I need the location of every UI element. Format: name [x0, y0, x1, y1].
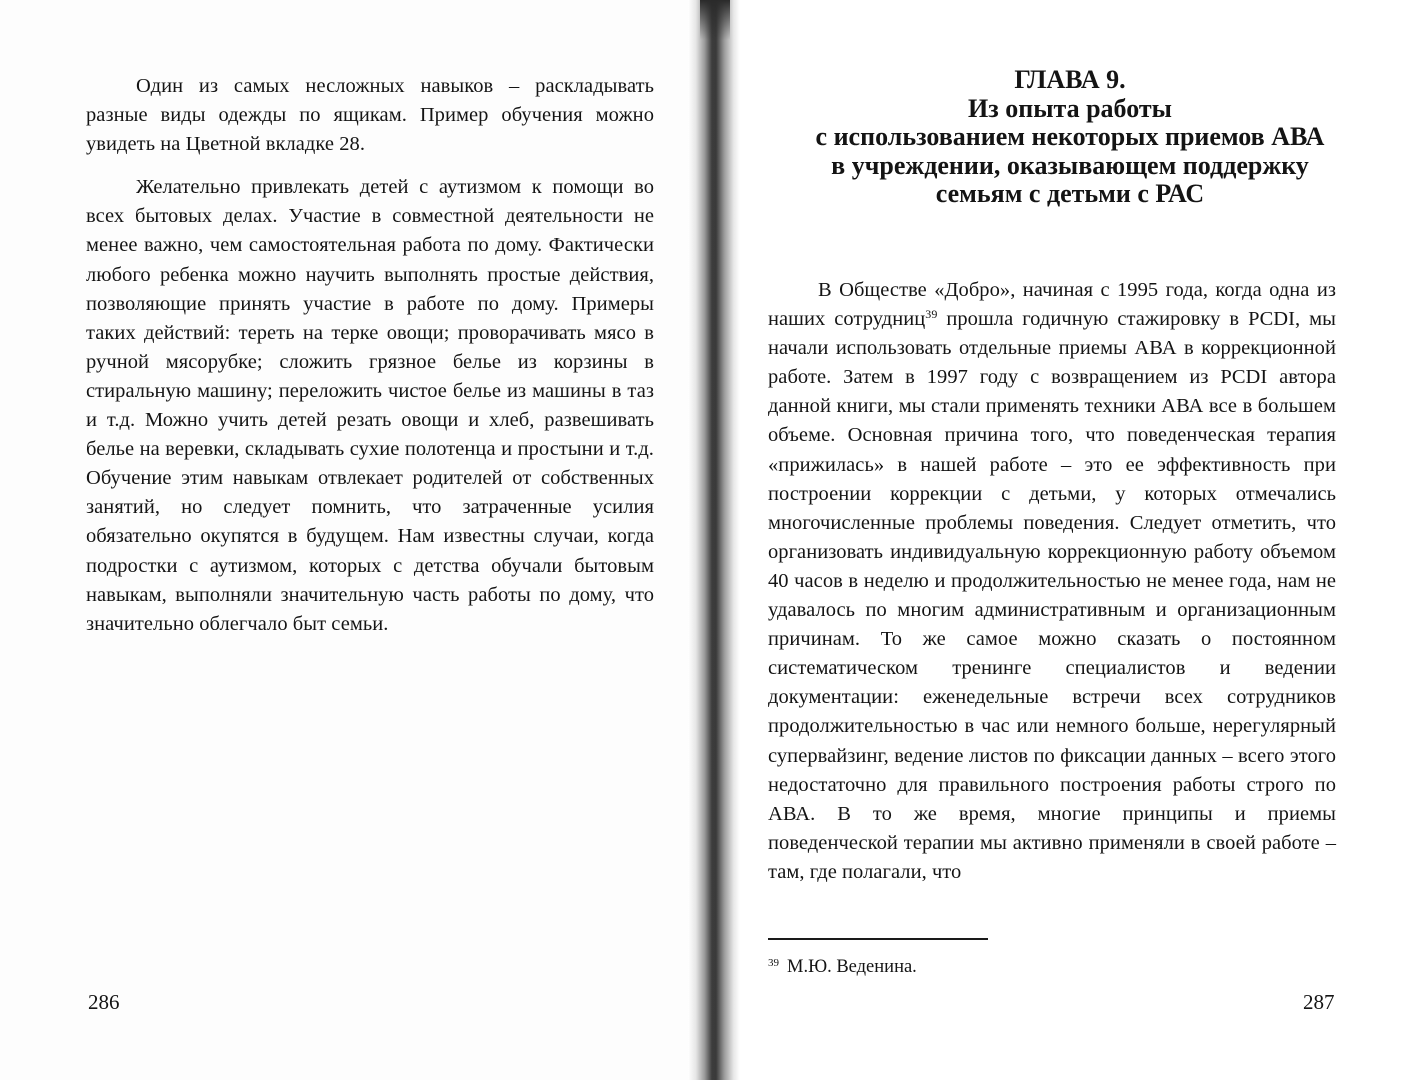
- book-spine-gutter: [688, 0, 740, 1080]
- paragraph-text: прошла годичную стажировку в PCDI, мы начали использовать отдельные приемы АВА в коррекционной работе. Затем в 1997 году с возвращением из PCDI автора данной книги, мы стали применять техники АВА все в большем объеме. Основная причина того, что поведенческая терапия «прижилась» в нашей работе – это ее эффективность при построении коррекции с детьми, у которых отмечались многочисленные проблемы поведения. Следует отметить, что организовать индивидуальную коррекционную работу объемом 40 часов в неделю и продолжительностью не менее года, нам не удавалось по многим административным и организационным причинам. То же самое можно сказать о постоянном систематическом тренинге специалистов и ведении документации: еженедельные встречи всех сотрудников продолжительностью в час или немного больше, нерегулярный супервайзинг, ведение листов по фиксации данных – всего этого недостаточно для правильного построения работы строго по АВА. В то же время, многие принципы и приемы поведенческой терапии мы активно применяли в своей работе – там, где полагали, что: [768, 308, 1336, 883]
- chapter-title-line: с использованием некоторых приемов АВА: [815, 122, 1325, 152]
- spine-shadow: [700, 0, 730, 40]
- chapter-label: ГЛАВА 9.: [1014, 65, 1126, 94]
- footnote-divider: [768, 938, 988, 940]
- footnote-text: М.Ю. Веденина.: [787, 957, 917, 977]
- chapter-heading: [740, 66, 1400, 209]
- right-page-body: [768, 276, 1336, 887]
- footnote-number: 39: [768, 957, 779, 969]
- body-paragraph: Один из самых несложных навыков – раскладывать разные виды одежды по ящикам. Пример обучения можно увидеть на Цветной вкладке 28.: [86, 75, 654, 156]
- paragraph-text: В Обществе «Добро», начиная с 1995 года, когда одна из наших сотрудниц: [768, 279, 1336, 331]
- left-page-body: [86, 72, 654, 639]
- footnote-reference[interactable]: 39: [925, 307, 938, 322]
- page-number-right: 287: [1303, 990, 1335, 1014]
- body-paragraph: Желательно привлекать детей с аутизмом к помощи во всех бытовых делах. Участие в совместной деятельности не менее важно, чем самостоятельная работа по дому. Фактически любого ребенка можно научить выполнять простые действия, позволяющие принять участие в работе по дому. Примеры таких действий: тереть на терке овощи; проворачивать мясо в ручной мясорубке; сложить грязное белье из корзины в стиральную машину; переложить чистое белье из машины в таз и т.д. Можно учить детей резать овощи и хлеб, развешивать белье на веревки, складывать сухие полотенца и простыни и т.д. Обучение этим навыкам отвлекает родителей от собственных занятий, но следует помнить, что затраченные усилия обязательно окупятся в будущем. Нам известны случаи, когда подростки с аутизмом, которых с детства обучали бытовым навыкам, выполняли значительную часть работы по дому, что значительно облегчало быт семьи.: [86, 176, 654, 635]
- footnote: [768, 951, 917, 979]
- chapter-title-line: Из опыта работы: [968, 93, 1172, 123]
- chapter-title-line: семьям с детьми с РАС: [935, 179, 1205, 209]
- body-paragraph: [768, 276, 1336, 887]
- chapter-title-line: в учреждении, оказывающем поддержку: [831, 150, 1309, 180]
- page-number-left: 286: [88, 990, 120, 1014]
